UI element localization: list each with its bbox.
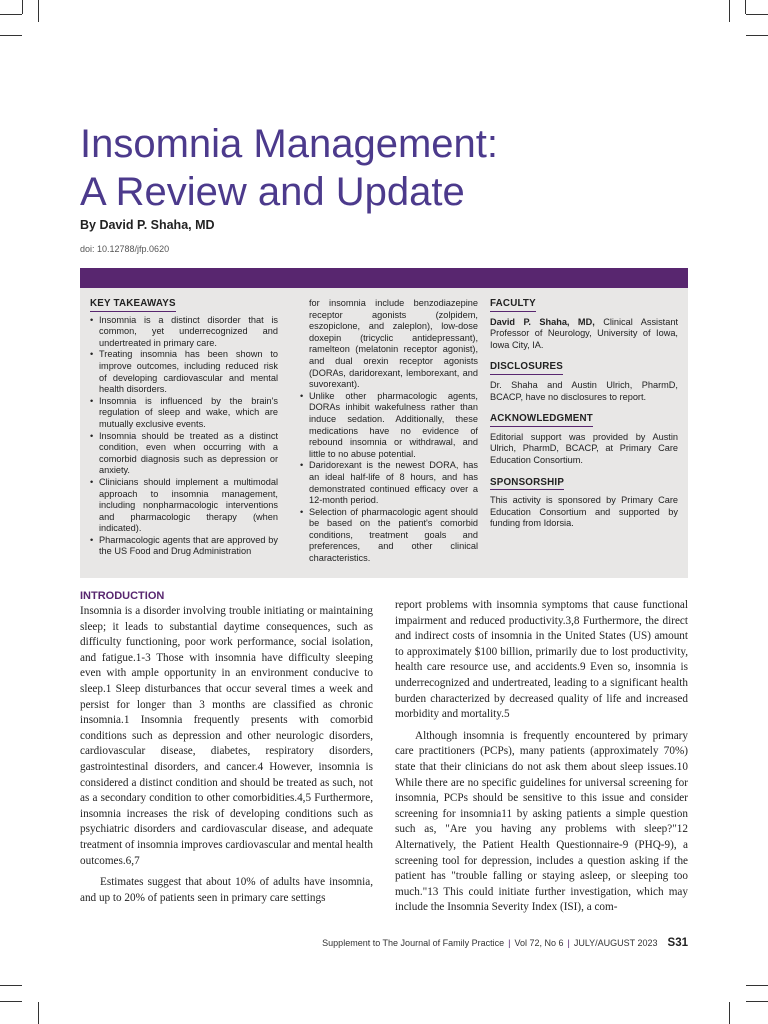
crop-mark [729, 1002, 730, 1024]
takeaways-column-1 [90, 298, 278, 558]
list-item: • Insomnia is a distinct disorder that is common, yet underrecognized and undertreated in primary care. [90, 315, 278, 350]
list-item: • Daridorexant is the newest DORA, has an ideal half-life of 8 hours, and has demonstrated continued efficacy over a 12-month period. [300, 460, 478, 506]
crop-mark [0, 985, 22, 986]
list-item: • Pharmacologic agents that are approved by the US Food and Drug Administration [90, 535, 278, 558]
acknowledgment-heading: ACKNOWLEDGMENT [490, 413, 593, 427]
faculty-name: David P. Shaha, MD, [490, 316, 595, 327]
title-line-2: A Review and Update [80, 170, 465, 214]
doi-link[interactable]: doi: 10.12788/jfp.0620 [80, 244, 170, 254]
title-line-1: Insomnia Management: [80, 122, 499, 166]
crop-mark [729, 0, 730, 22]
crop-mark [38, 0, 39, 22]
journal-date: JULY/AUGUST 2023 [573, 938, 658, 948]
introduction-heading: INTRODUCTION [80, 590, 165, 602]
author-byline: By David P. Shaha, MD [80, 218, 215, 232]
disclosures-text: Dr. Shaha and Austin Ulrich, PharmD, BCACP, have no disclosures to report. [490, 379, 678, 402]
intro-paragraph-2: Estimates suggest that about 10% of adults have insomnia, and up to 20% of patients seen in primary care settings [80, 876, 373, 904]
takeaways-list [90, 315, 278, 558]
list-item: • Clinicians should implement a multimodal approach to insomnia management, including nonpharmacologic interventions and pharmacologic therapy (when indicated). [90, 477, 278, 535]
crop-mark [38, 1002, 39, 1024]
list-item-continuation: for insomnia include benzodiazepine receptor agonists (zolpidem, eszopiclone, and zaleplon), low-dose doxepin (tricyclic antidepressant), ramelteon (melatonin receptor agonist), and dual orexin receptor agonists (DORAs, daridorexant, lemborexant, and suvorexant). [309, 298, 478, 390]
journal-volume: Vol 72, No 6 [514, 938, 564, 948]
crop-mark [22, 0, 23, 14]
crop-mark [746, 1001, 768, 1002]
page-number: S31 [667, 937, 688, 949]
header-bar [80, 268, 688, 288]
list-item: • Selection of pharmacologic agent should be based on the patient's comorbid conditions, treatment goals and preferences, and other clinical characteristics. [300, 507, 478, 565]
takeaways-list-continued [300, 391, 478, 565]
body-column-2 [395, 598, 688, 916]
list-item: • Insomnia is influenced by the brain's regulation of sleep and wake, which are mutually exclusive events. [90, 396, 278, 431]
crop-mark [0, 35, 22, 36]
intro-paragraph-3: report problems with insomnia symptoms that cause functional impairment and reduced productivity.3,8 Furthermore, the direct and indirect costs of insomnia in the United States (US) amount to approximately $100 billion, primarily due to lost productivity, health care resource use, and accidents.9 Even so, insomnia is underrecognized and undertreated, leading to a significant health burden characterized by decreased quality of life and increased morbidity and mortality.5 [395, 599, 688, 721]
faculty-description: Clinical Assistant Professor of Neurology, University of Iowa, Iowa City, IA. [490, 316, 678, 350]
faculty-heading: FACULTY [490, 298, 536, 312]
sidebar-column [490, 298, 678, 540]
intro-paragraph-4: Although insomnia is frequently encountered by primary care practitioners (PCPs), many patients (approximately 70%) state that their clinicians do not ask them about sleep issues.10 While there are no specific guidelines for universal screening for insomnia, PCPs should be sensitive to this issue and consider screening for insomnia11 by asking patients a simple question such as, "Are you having any problems with sleep?"12 Alternatively, the Patient Health Questionnaire-9 (PHQ-9), a screening tool for depression, includes a question asking if the patient has "trouble falling or staying asleep, or sleeping too much."13 This could initiate further investigation, which may include the Insomnia Severity Index (ISI), a com- [395, 729, 688, 914]
faculty-text [490, 317, 678, 352]
acknowledgment-text: Editorial support was provided by Austin Ulrich, PharmD, BCACP, at Primary Care Education Consortium. [490, 431, 678, 465]
journal-name: Supplement to The Journal of Family Practice [322, 938, 505, 948]
list-item: • Unlike other pharmacologic agents, DORAs inhibit wakefulness rather than induce sedation. Additionally, these medications have no evidence of rebound insomnia or withdrawal, and little to no abuse potential. [300, 391, 478, 461]
list-item: • Insomnia should be treated as a distinct condition, even when occurring with a comorbid diagnosis such as depression or anxiety. [90, 431, 278, 477]
crop-mark [0, 14, 22, 15]
footer-separator: | [508, 938, 511, 948]
disclosures-heading: DISCLOSURES [490, 361, 563, 375]
crop-mark [746, 35, 768, 36]
takeaways-column-2 [300, 298, 478, 565]
body-column-1 [80, 604, 373, 906]
sponsorship-heading: SPONSORSHIP [490, 477, 564, 491]
sponsorship-text: This activity is sponsored by Primary Care Education Consortium and supported by funding from Idorsia. [490, 495, 678, 529]
crop-mark [746, 14, 768, 15]
page-footer [270, 937, 688, 949]
key-takeaways-heading: KEY TAKEAWAYS [90, 298, 176, 312]
crop-mark [0, 1001, 22, 1002]
crop-mark [745, 0, 746, 14]
crop-mark [746, 985, 768, 986]
intro-paragraph-1: Insomnia is a disorder involving trouble initiating or maintaining sleep; it leads to substantial daytime consequences, such as difficulty functioning, poor work performance, social isolation, and fatigue.1-3 Those with insomnia have difficulty sleeping even with ample opportunity in an environment conducive to sleep.1 Sleep disturbances that occur several times a week and persist for longer than 3 months are classified as chronic insomnia.1 Insomnia frequently presents with comorbid conditions such as depression and other neurologic disorders, cardiovascular disease, diabetes, respiratory disorders, gastrointestinal disorders, and cancer.4 However, insomnia is considered a distinct condition and should be treated as such, not as a secondary condition to other comorbidities.4,5 Furthermore, insomnia increases the risk of developing conditions such as psychiatric disorders and cardiovascular disease, and adequate treatment of insomnia improves cardiovascular and mental health outcomes.6,7 [80, 605, 373, 867]
article-title [80, 120, 700, 216]
list-item: • Treating insomnia has been shown to improve outcomes, including reduced risk of developing cardiovascular and mental health disorders. [90, 349, 278, 395]
footer-separator: | [567, 938, 570, 948]
